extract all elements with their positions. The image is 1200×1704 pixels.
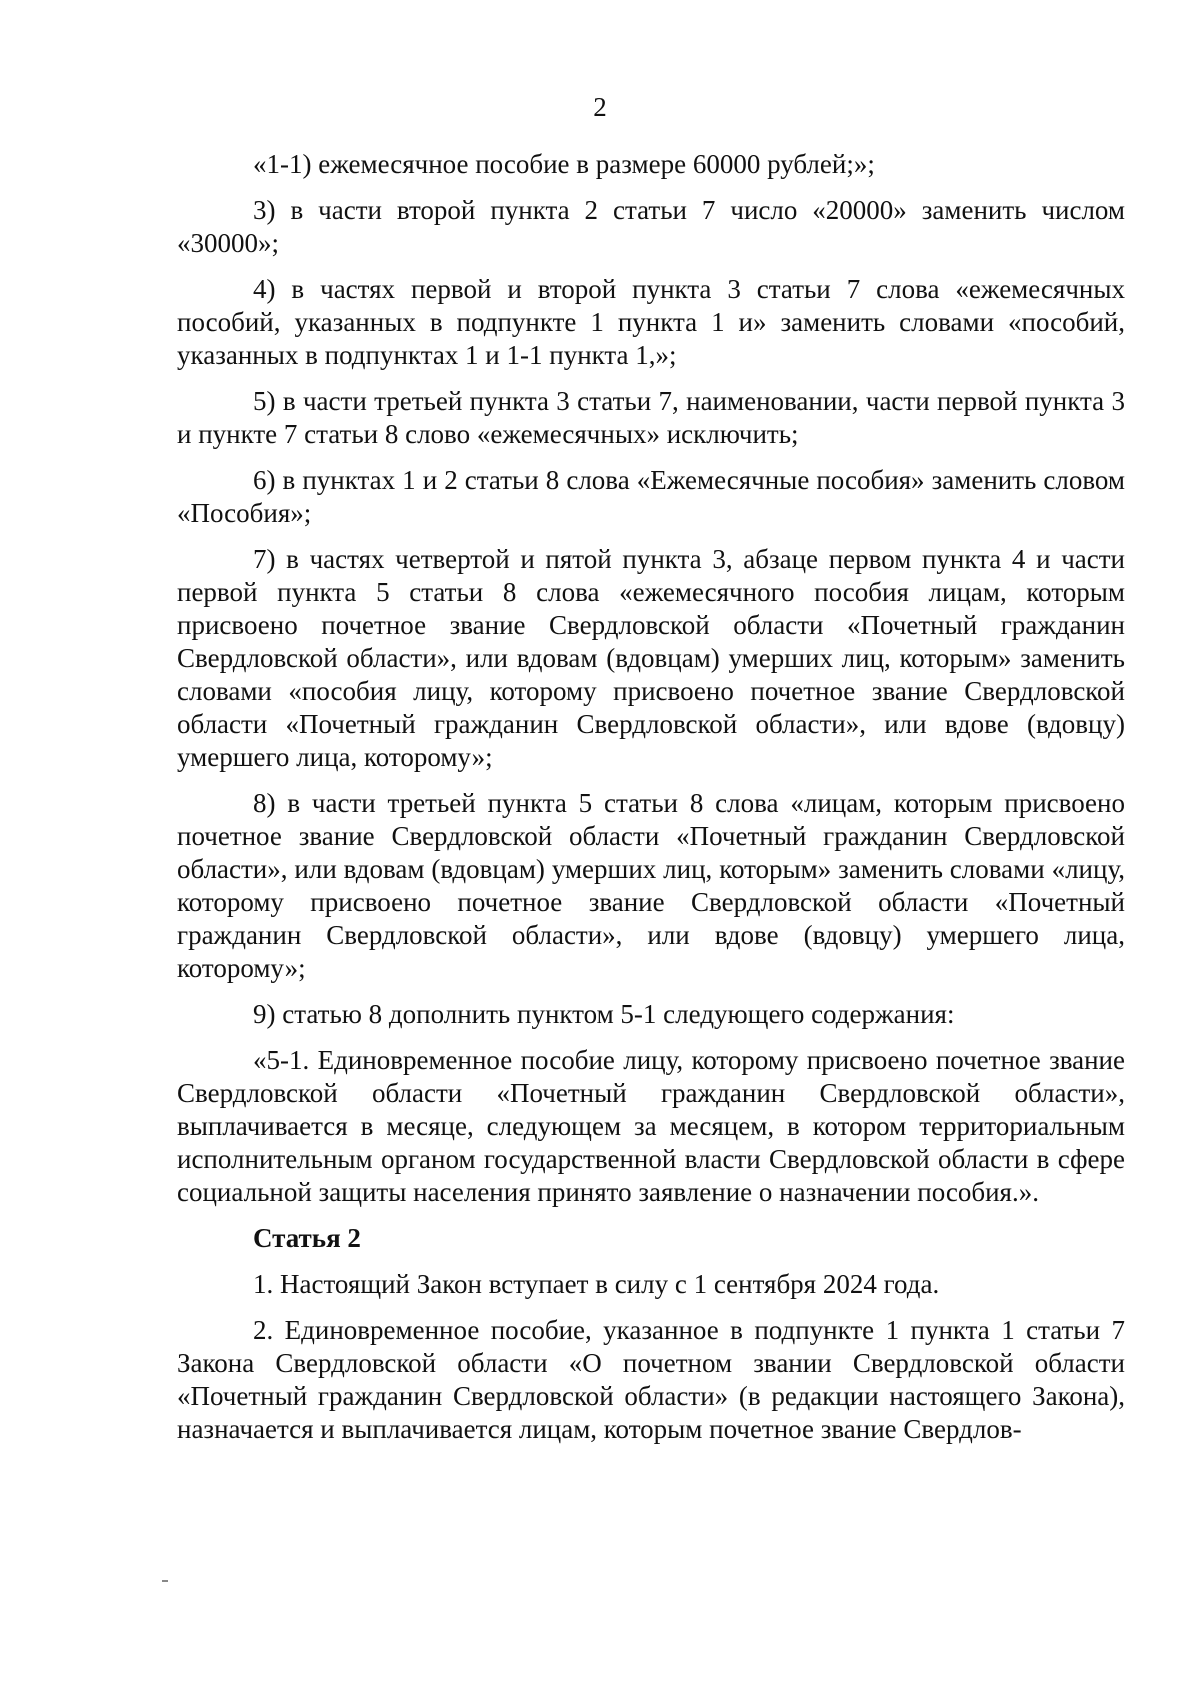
paragraph-5: 5) в части третьей пункта 3 статьи 7, наименовании, части первой пункта 3 и пункте 7 статьи 8 слово «ежемесячных» исключить;: [177, 386, 1125, 449]
article-2-paragraph-2: 2. Единовременное пособие, указанное в подпункте 1 пункта 1 статьи 7 Закона Свердловской области «О почетном звании Свердловской области «Почетный гражданин Свердловской области» (в редакции настоящего Закона), назначается и выплачивается лицам, которым почетное звание Свердлов-: [177, 1315, 1125, 1444]
scan-artifact: [162, 1580, 168, 1582]
paragraph-7: 7) в частях четвертой и пятой пункта 3, абзаце первом пункта 4 и части первой пункта 5 статьи 8 слова «ежемесячного пособия лицам, которым присвоено почетное звание Свердловской области «Почетный гражданин Свердловской области», или вдовам (вдовцам) умерших лиц, которым» заменить словами «пособия лицу, которому присвоено почетное звание Свердловской области «Почетный гражданин Свердловской области», или вдове (вдовцу) умершего лица, которому»;: [177, 544, 1125, 772]
paragraph-3: 3) в части второй пункта 2 статьи 7 число «20000» заменить числом «30000»;: [177, 195, 1125, 258]
paragraph-9: 9) статью 8 дополнить пунктом 5-1 следующего содержания:: [253, 999, 955, 1029]
article-heading: Статья 2: [253, 1223, 361, 1253]
document-body: [177, 148, 1125, 1459]
article-2-paragraph-1: 1. Настоящий Закон вступает в силу с 1 сентября 2024 года.: [253, 1269, 940, 1299]
paragraph-4: 4) в частях первой и второй пункта 3 статьи 7 слова «ежемесячных пособий, указанных в подпункте 1 пункта 1 и» заменить словами «пособий, указанных в подпунктах 1 и 1-1 пункта 1,»;: [177, 274, 1125, 370]
paragraph-1-1: «1-1) ежемесячное пособие в размере 60000 рублей;»;: [253, 149, 875, 179]
page-number: 2: [593, 92, 607, 122]
paragraph-6: 6) в пунктах 1 и 2 статьи 8 слова «Ежемесячные пособия» заменить словом «Пособия»;: [177, 465, 1125, 528]
paragraph-5-1: «5-1. Единовременное пособие лицу, которому присвоено почетное звание Свердловской области «Почетный гражданин Свердловской области», выплачивается в месяце, следующем за месяцем, в котором территориальным исполнительным органом государственной власти Свердловской области в сфере социальной защиты населения принято заявление о назначении пособия.».: [177, 1045, 1125, 1207]
paragraph-8: 8) в части третьей пункта 5 статьи 8 слова «лицам, которым присвоено почетное звание Свердловской области «Почетный гражданин Свердловской области», или вдовам (вдовцам) умерших лиц, которым» заменить словами «лицу, которому присвоено почетное звание Свердловской области «Почетный гражданин Свердловской области», или вдове (вдовцу) умершего лица, которому»;: [177, 788, 1125, 983]
